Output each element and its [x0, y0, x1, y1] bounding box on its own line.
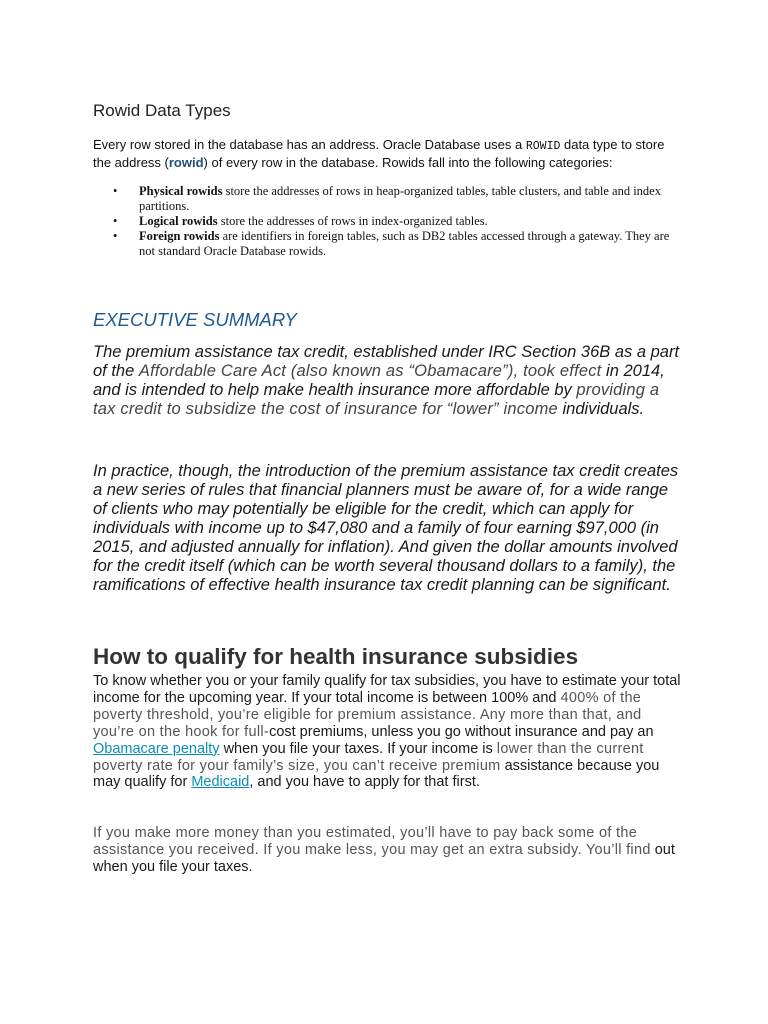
rowid-intro-paragraph — [93, 137, 683, 171]
list-item-text: store the addresses of rows in index-organized tables. — [217, 214, 488, 228]
qualify-section-heading: How to qualify for health insurance subsidies — [93, 644, 579, 669]
list-item-term: Physical rowids — [139, 184, 223, 198]
list-item-text: store the addresses of rows in heap-organized tables, table clusters, and table and index partitions. — [139, 184, 661, 213]
rowid-intro-text-3: ) of every row in the database. Rowids fall into the following categories: — [203, 155, 613, 170]
qualify-p1-text-b: 400% of the poverty threshold, you’re eligible for premium assistance. Any more than that, and you’re on the hook for full- — [93, 689, 642, 740]
bullet-icon: • — [113, 214, 118, 228]
qualify-p1-text-a: To know whether you or your family qualify for tax subsidies, you have to estimate your total income for the upcoming year. If your total income is between 100% and — [93, 673, 681, 706]
bullet-icon: • — [113, 184, 118, 198]
exec-p1-text-d: providing a tax credit to subsidize the cost of insurance for “lower” income — [93, 381, 660, 418]
qualify-p1-text-d: when you file your taxes. If your income is — [219, 740, 497, 757]
executive-paragraph-2: In practice, though, the introduction of the premium assistance tax credit creates a new series of rules that financial planners must be aware of, for a wide range of clients who may potentially be eligible for the credit, which can apply for individuals with income up to $47,080 and a family of four earning $97,000 (in 2015, and adjusted annually for inflation). And given the dollar amounts involved for the credit itself (which can be worth several thousand dollars to a family), the ramifications of effective health insurance tax credit planning can be significant. — [93, 462, 679, 594]
list-item-text: are identifiers in foreign tables, such as DB2 tables accessed through a gateway. They are not standard Oracle Database rowids. — [139, 229, 670, 258]
exec-p1-text-e: individuals. — [557, 400, 645, 418]
obamacare-penalty-link[interactable]: Obamacare penalty — [93, 740, 220, 757]
rowid-category-list — [93, 184, 683, 259]
list-item — [93, 184, 683, 214]
executive-paragraph-1 — [93, 343, 683, 419]
rowid-keyword: rowid — [168, 155, 204, 170]
qualify-p1-text-g: , and you have to apply for that first. — [249, 774, 480, 791]
list-item — [93, 229, 683, 259]
qualify-p1-text-e: lower than the current poverty rate for your family’s size, you can’t receive premium — [93, 740, 644, 774]
qualify-p2-text-b: out when you file your taxes. — [93, 841, 675, 875]
rowid-intro-text-1: Every row stored in the database has an address. Oracle Database uses a — [93, 137, 526, 152]
qualify-paragraph-1 — [93, 673, 683, 791]
rowid-section-title: Rowid Data Types — [93, 101, 231, 120]
list-item-term: Logical rowids — [139, 214, 218, 228]
exec-p1-text-a: The premium assistance tax credit, established under IRC Section 36B as a part of the — [93, 343, 680, 380]
list-item — [93, 214, 683, 229]
exec-p1-text-b: Affordable Care Act (also known as “Obamacare”), took effect — [138, 362, 602, 380]
rowid-code-term: ROWID — [525, 140, 561, 153]
qualify-p1-text-f: assistance because you may qualify for — [93, 757, 660, 791]
qualify-p2-text-a: If you make more money than you estimated, you’ll have to pay back some of the assistance you received. If you make less, you may get an extra subsidy. You’ll find — [93, 825, 651, 858]
qualify-paragraph-2 — [93, 825, 683, 876]
bullet-icon: • — [113, 229, 118, 243]
qualify-p1-text-c: cost premiums, unless you go without insurance and pay an — [269, 723, 654, 740]
executive-summary-heading: EXECUTIVE SUMMARY — [93, 309, 297, 330]
rowid-intro-text-2: data type to store the address ( — [93, 137, 665, 170]
medicaid-link[interactable]: Medicaid — [191, 774, 250, 791]
exec-p1-text-c: in 2014, and is intended to help make health insurance more affordable by — [93, 362, 665, 399]
list-item-term: Foreign rowids — [139, 229, 220, 243]
